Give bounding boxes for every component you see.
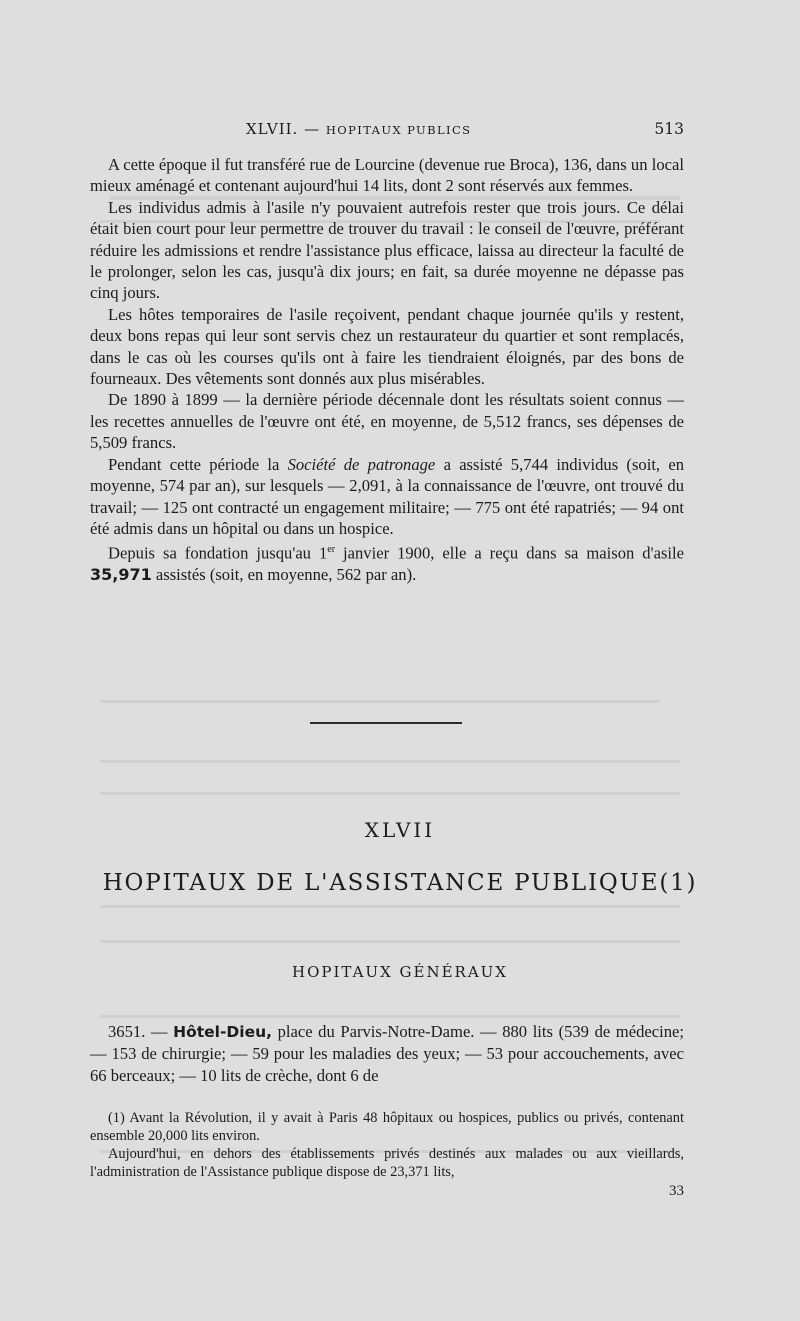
entry-name: Hôtel-Dieu, <box>173 1023 273 1041</box>
running-head-title <box>246 120 471 138</box>
section-title-text: HOPITAUX DE L'ASSISTANCE PUBLIQUE <box>102 870 660 896</box>
italic-organisation-name: Société de patronage <box>287 454 436 474</box>
section-subtitle: HOPITAUX GÉNÉRAUX <box>292 963 508 981</box>
paragraph-text: Depuis sa fondation jusqu'au 1 <box>108 543 328 563</box>
superscript: er <box>327 544 336 556</box>
footnote: Aujourd'hui, en dehors des établissements privés destinés aux malades ou aux vieillards, l'administration de l'Assistance publique dispose de 23,371 lits, <box>90 1146 684 1180</box>
page-number: 513 <box>654 120 684 138</box>
paragraph: Les hôtes temporaires de l'asile reçoivent, pendant chaque journée qu'ils y restent, deux bons repas qui leur sont servis chez un restaurateur du quartier et sont remplacés, dans le cas où les courses qu'ils ont à faire les tiendraient éloignés, par des bons de fourneaux. Des vêtements sont donnés aux plus misérables. <box>90 304 684 389</box>
footnotes <box>90 1109 684 1181</box>
footnote: (1) Avant la Révolution, il y avait à Paris 48 hôpitaux ou hospices, publics ou privés, contenant ensemble 20,000 lits environ. <box>90 1110 684 1144</box>
section-title <box>0 870 800 896</box>
running-head-chapter: HOPITAUX PUBLICS <box>325 123 472 137</box>
section-divider <box>310 722 462 724</box>
paragraph-text: assistés (soit, en moyenne, 562 par an). <box>151 565 417 585</box>
body-text <box>90 154 684 586</box>
paragraph: Les individus admis à l'asile n'y pouvaient autrefois rester que trois jours. Ce délai était bien court pour leur permettre de trouver du travail : le conseil de l'œuvre, préférant réduire les admissions et rendre l'assistance plus efficace, laissa au directeur la faculté de le prolonger, selon les cas, jusqu'à dix jours; en fait, sa durée moyenne ne dépasse pas cinq jours. <box>90 197 684 303</box>
running-head-section: XLVII. <box>246 120 299 138</box>
printer-signature: 33 <box>669 1183 684 1199</box>
running-head-dash: — <box>304 120 321 138</box>
running-head <box>90 120 684 140</box>
bold-number: 35,971 <box>90 565 152 585</box>
paragraph-text: a assisté 5,744 individus (soit, en moyenne, 574 par an), sur lesquels — 2,091, à la connaissance de l'œuvre, ont trouvé du travail; — 125 ont contracté un engagement militaire; — 775 ont été rapatriés; — 94 ont été admis dans un hôpital ou dans un hospice. <box>90 454 685 538</box>
entry-text <box>90 1021 684 1086</box>
paragraph: A cette époque il fut transféré rue de Lourcine (devenue rue Broca), 136, dans un local mieux aménagé et contenant aujourd'hui 14 lits, dont 2 sont réservés aux femmes. <box>90 155 684 196</box>
paragraph: De 1890 à 1899 — la dernière période décennale dont les résultats soient connus — les recettes annuelles de l'œuvre ont été, en moyenne, de 5,512 francs, ses dépenses de 5,509 francs. <box>90 390 684 453</box>
paragraph-text: Pendant cette période la <box>108 454 288 474</box>
paragraph-text: janvier 1900, elle a reçu dans sa maison d'asile <box>335 543 685 563</box>
paragraph <box>90 539 684 585</box>
entry-description: place du Parvis-Notre-Dame. — 880 lits (539 de médecine; — 153 de chirurgie; — 59 pour les maladies des yeux; — 53 pour accouchements, avec 66 berceaux; — 10 lits de crèche, dont 6 de <box>90 1022 684 1085</box>
entry-paragraph <box>90 1021 684 1086</box>
section-title-note: (1) <box>659 870 698 896</box>
entry-number: 3651. — <box>108 1022 174 1041</box>
paragraph <box>90 454 684 540</box>
section-number: XLVII <box>364 818 436 842</box>
